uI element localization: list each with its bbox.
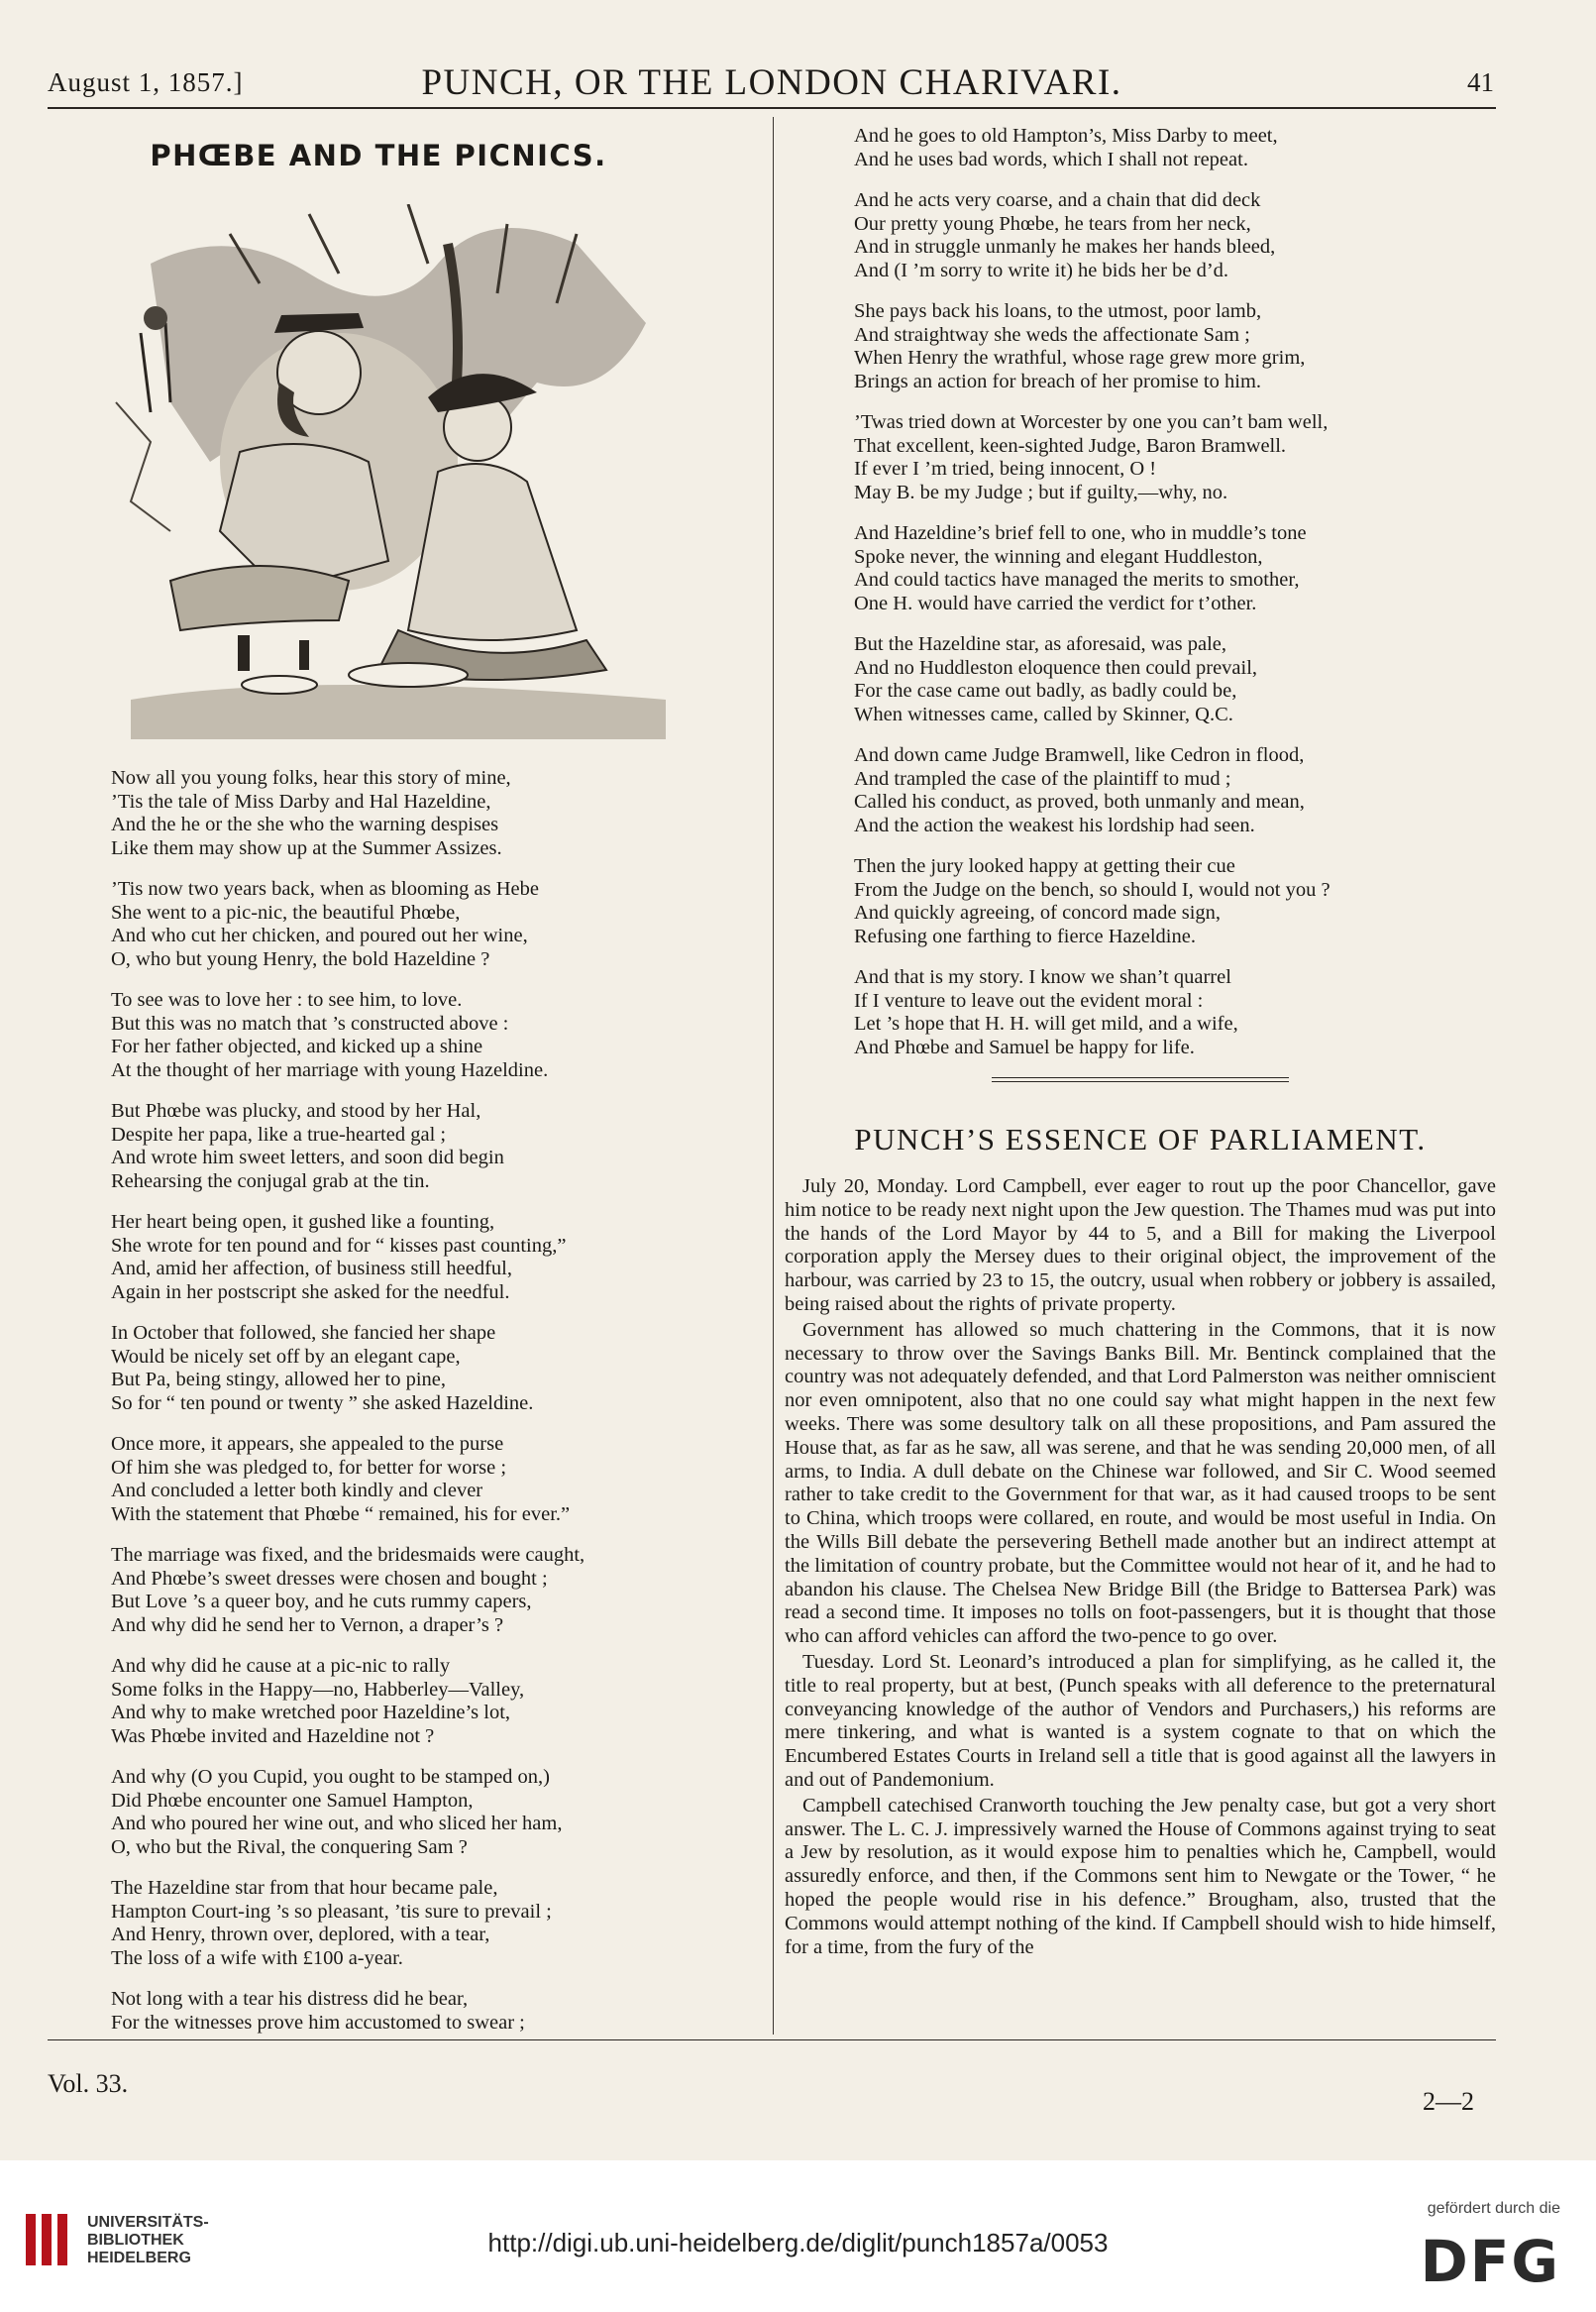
source-url-link[interactable]: http://digi.ub.uni-heidelberg.de/diglit/punch1857a/0053 bbox=[487, 2228, 1109, 2257]
page-number: 41 bbox=[1467, 67, 1494, 97]
poem-stanza: But Phœbe was plucky, and stood by her Hal, Despite her papa, like a true-hearted gal ; And wrote him sweet letters, and soon did begin Rehearsing the conjugal grab at the tin. bbox=[111, 1100, 504, 1192]
signature-mark: 2—2 bbox=[1423, 2087, 1474, 2116]
poem-stanza: But the Hazeldine star, as aforesaid, was pale, And no Huddleston eloquence then could prevail, For the case came out badly, as badly could be, When witnesses came, called by Skinner, Q.C. bbox=[854, 633, 1258, 725]
picnic-illustration bbox=[111, 204, 686, 739]
essence-paragraph: Campbell catechised Cranworth touching the Jew penalty case, but got a very short answer. The L. C. J. impressively warned the House of Commons against trying to seat a Jew by resolution, as it would expose him to penalties which he, Campbell, would assuredly enforce, and then, if the Commons sent him to Newgate or the Tower, “ he hoped the people would rise in his defence.” Brougham, also, trusted that the Commons would attempt nothing of the kind. If Campbell should wish to hide himself, for a time, from the fury of the bbox=[785, 1794, 1496, 1958]
poem-stanza: She pays back his loans, to the utmost, poor lamb, And straightway she weds the affectionate Sam ; When Henry the wrathful, whose rage grew more grim, Brings an action for breach of her promise to him. bbox=[854, 300, 1306, 392]
page-header bbox=[48, 61, 1496, 105]
essence-paragraph: July 20, Monday. Lord Campbell, ever eager to rout up the poor Chancellor, gave him notice to be ready next night upon the Jew question. The Thames mud was put into the hands of the Lord Mayor by 44 to 5, and a Bill for making the Liverpool corporation apply the Mersey dues to their original object, the improvement of the harbour, was carried by 23 to 15, the outcry, usual when robbery or jobbery is assailed, being raised about the rights of private property. bbox=[785, 1175, 1496, 1315]
poem-stanza: Once more, it appears, she appealed to the purse Of him she was pledged to, for better for worse ; And concluded a letter both kindly and clever With the statement that Phœbe “ remained, his for ever.” bbox=[111, 1433, 571, 1525]
dfg-logo: DFG bbox=[1420, 2228, 1560, 2295]
header-rule bbox=[48, 107, 1496, 109]
poem-title: PHŒBE AND THE PICNICS. bbox=[150, 139, 607, 172]
poem-stanza: To see was to love her : to see him, to love. But this was no match that ’s constructed above : For her father objected, and kicked up a shine At the thought of her marriage with young Hazeldine. bbox=[111, 989, 549, 1081]
footer-rule bbox=[48, 2039, 1496, 2040]
library-name: UNIVERSITÄTS- BIBLIOTHEK HEIDELBERG bbox=[87, 2214, 209, 2266]
poem-stanza: ’Twas tried down at Worcester by one you can’t bam well, That excellent, keen-sighted Judge, Baron Bramwell. If ever I ’m tried, being innocent, O ! May B. be my Judge ; but if guilty,—why, no. bbox=[854, 411, 1329, 503]
poem-stanza: And that is my story. I know we shan’t quarrel If I venture to leave out the evident moral : Let ’s hope that H. H. will get mild, and a wife, And Phœbe and Samuel be happy for life. bbox=[854, 966, 1238, 1058]
volume-label: Vol. 33. bbox=[48, 2069, 129, 2098]
poem-stanza: And why (O you Cupid, you ought to be stamped on,) Did Phœbe encounter one Samuel Hampton, And who poured her wine out, and who sliced her ham, O, who but the Rival, the conquering Sam ? bbox=[111, 1766, 563, 1858]
section-separator bbox=[992, 1077, 1289, 1082]
picnic-engraving bbox=[111, 204, 686, 739]
poem-stanza: The marriage was fixed, and the bridesmaids were caught, And Phœbe’s sweet dresses were chosen and bought ; But Love ’s a queer boy, and he cuts rummy capers, And why did he send her to Vernon, a draper’s ? bbox=[111, 1544, 585, 1636]
poem-stanza: Not long with a tear his distress did he bear, For the witnesses prove him accustomed to swear ; bbox=[111, 1988, 525, 2034]
left-column bbox=[111, 139, 765, 2052]
header-date: August 1, 1857.] bbox=[48, 67, 244, 97]
essence-title: PUNCH’S ESSENCE OF PARLIAMENT. bbox=[854, 1122, 1427, 1156]
poem-stanza: And down came Judge Bramwell, like Cedron in flood, And trampled the case of the plaintiff to mud ; Called his conduct, as proved, both unmanly and mean, And the action the weakest his lordship had seen. bbox=[854, 744, 1305, 836]
essence-paragraph: Government has allowed so much chattering in the Commons, that it is now necessary to throw over the Savings Banks Bill. Mr. Bentinck complained that the country was not adequately defended, and that Lord Palmerston was neither omniscient nor even omnipotent, also that no one could say what might happen in the next few weeks. There was some desultory talk on all these propositions, and Pam assured the House that, as far as he saw, all was serene, and that he was sending 20,000 men, of all arms, to India. A dull debate on the Chinese war followed, and Sir C. Wood seemed rather to take credit to the Government for that war, as it had caused troops to be sent to China, which troops were collared, en route, and would be most useful in India. On the Wills Bill debate the persevering Bethell made another but an indirect attempt at the limitation of country probate, but the Committee would not hear of it, and he had to abandon his clause. The Chelsea New Bridge Bill (the Bridge to Battersea Park) was read a second time. It imposes no tolls on foot-passengers, but it is thought that those who can afford vehicles can afford the two-pence to go over. bbox=[785, 1318, 1496, 1648]
poem-stanza: ’Tis now two years back, when as blooming as Hebe She went to a pic-nic, the beautiful Phœbe, And who cut her chicken, and poured out her wine, O, who but young Henry, the bold Hazeldine ? bbox=[111, 878, 539, 970]
essence-paragraph: Tuesday. Lord St. Leonard’s introduced a plan for simplifying, as he called it, the title to real property, but at best, (Punch speaks with all deference to the preternatural conveyancing knowledge of the author of Vendors and Purchasers,) his reforms are mere tinkering, and what is wanted is a system cognate to that on which the Encumbered Estates Courts in Ireland sell a title that is good against all the lawyers in and out of Pandemonium. bbox=[785, 1650, 1496, 1791]
digitization-bar bbox=[0, 2170, 1596, 2312]
poem-stanza: The Hazeldine star from that hour became pale, Hampton Court-ing ’s so pleasant, ’tis sure to prevail ; And Henry, thrown over, deplored, with a tear, The loss of a wife with £100 a-year. bbox=[111, 1877, 552, 1969]
poem-stanza: And Hazeldine’s brief fell to one, who in muddle’s tone Spoke never, the winning and elegant Huddleston, And could tactics have managed the merits to smother, One H. would have carried the verdict for t’other. bbox=[854, 522, 1307, 614]
poem-stanza: Now all you young folks, hear this story of mine, ’Tis the tale of Miss Darby and Hal Hazeldine, And the he or the she who the warning despises Like them may show up at the Summer Assizes. bbox=[111, 767, 511, 859]
poem-stanza: Her heart being open, it gushed like a founting, She wrote for ten pound and for “ kisses past counting,” And, amid her affection, of business still heedful, Again in her postscript she asked for the needful. bbox=[111, 1211, 567, 1303]
poem-stanza: Then the jury looked happy at getting their cue From the Judge on the bench, so should I, would not you ? And quickly agreeing, of concord made sign, Refusing one farthing to fierce Hazeldine. bbox=[854, 855, 1330, 947]
funder-label: gefördert durch die bbox=[1427, 2200, 1560, 2217]
poem-stanza: And why did he cause at a pic-nic to rally Some folks in the Happy—no, Habberley—Valley, And why to make wretched poor Hazeldine’s lot, Was Phœbe invited and Hazeldine not ? bbox=[111, 1655, 525, 1747]
poem-stanza: And he goes to old Hampton’s, Miss Darby to meet, And he uses bad words, which I shall not repeat. bbox=[854, 125, 1278, 170]
masthead-title: PUNCH, OR THE LONDON CHARIVARI. bbox=[421, 62, 1122, 103]
poem-stanza: And he acts very coarse, and a chain that did deck Our pretty young Phœbe, he tears from her neck, And in struggle unmanly he makes her hands bleed, And (I ’m sorry to write it) he bids her be d’d. bbox=[854, 189, 1276, 281]
column-divider bbox=[773, 117, 774, 2035]
poem-stanza: In October that followed, she fancied her shape Would be nicely set off by an elegant cape, But Pa, being stingy, allowed her to pine, So for “ ten pound or twenty ” she asked Hazeldine. bbox=[111, 1322, 534, 1414]
right-column bbox=[785, 125, 1496, 1959]
page-footer bbox=[48, 2069, 1496, 2116]
